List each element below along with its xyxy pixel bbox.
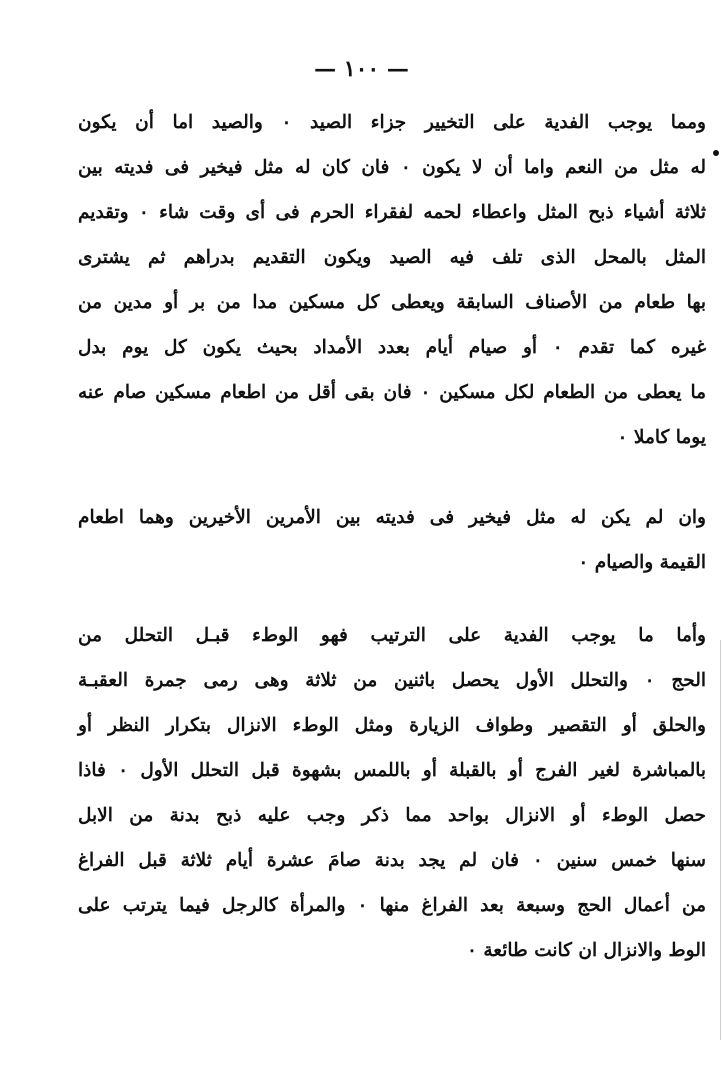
text-line: سنها خمس سنين ٠ فان لم يجد بدنة صامَ عشرة أيام ثلاثة قبل الفراغ [78, 850, 706, 871]
text-line: غيره كما تقدم ٠ أو صيام أيام بعدد الأمداد بحيث يكون كل يوم بدل [78, 337, 706, 358]
text-line: القيمة والصيام ٠ [578, 552, 706, 573]
text-line: ثلاثة أشياء ذبح المثل واعطاء لحمه لفقراء الحرم فى أى وقت شاء ٠ وتقديم [78, 202, 706, 223]
text-line: الحج ٠ والتحلل الأول يحصل باثنين من ثلاثة وهى رمى جمرة العقبـة [78, 670, 706, 691]
page-number: — ١٠٠ — [314, 56, 409, 82]
text-line: حصل الوطء أو الانزال بواحد مما ذكر وجب عليه ذبح بدنة من الابل [78, 805, 706, 826]
paragraph-1 [78, 100, 706, 460]
text-line: ومما يوجب الفدية على التخيير جزاء الصيد ٠ والصيد اما أن يكون [78, 112, 706, 133]
paragraph-2 [78, 495, 706, 585]
text-line: له مثل من النعم واما أن لا يكون ٠ فان كان له مثل فيخير فى فديته بين [78, 157, 707, 178]
text-line: بها طعام من الأصناف السابقة ويعطى كل مسكين مدا من بر أو مدين من [78, 292, 706, 313]
text-line: وان لم يكن له مثل فيخير فى فديته بين الأمرين الأخيرين وهما اطعام [78, 507, 706, 528]
text-line: وأما ما يوجب الفدية على الترتيب فهو الوطء قبـل التحلل من [78, 625, 706, 646]
page-edge-line [720, 640, 721, 1040]
text-line: ما يعطى من الطعام لكل مسكين ٠ فان بقى أقل من اطعام مسكين صام عنه [78, 382, 706, 403]
text-line: بالمباشرة لغير الفرج أو بالقبلة أو باللمس بشهوة قبل التحلل الأول ٠ فاذا [78, 760, 706, 781]
text-line: من أعمال الحج وسبعة بعد الفراغ منها ٠ والمرأة كالرجل فيما يترتب على [78, 895, 706, 916]
paragraph-3 [78, 613, 706, 973]
text-line: يوما كاملا ٠ [617, 427, 706, 448]
text-line: المثل بالمحل الذى تلف فيه الصيد ويكون التقديم بدراهم ثم يشترى [78, 247, 706, 268]
margin-dot [713, 150, 719, 156]
text-line: والحلق أو التقصير وطواف الزيارة ومثل الوطء الانزال بتكرار النظر أو [78, 715, 706, 736]
text-line: الوط والانزال ان كانت طائعة ٠ [467, 940, 706, 961]
